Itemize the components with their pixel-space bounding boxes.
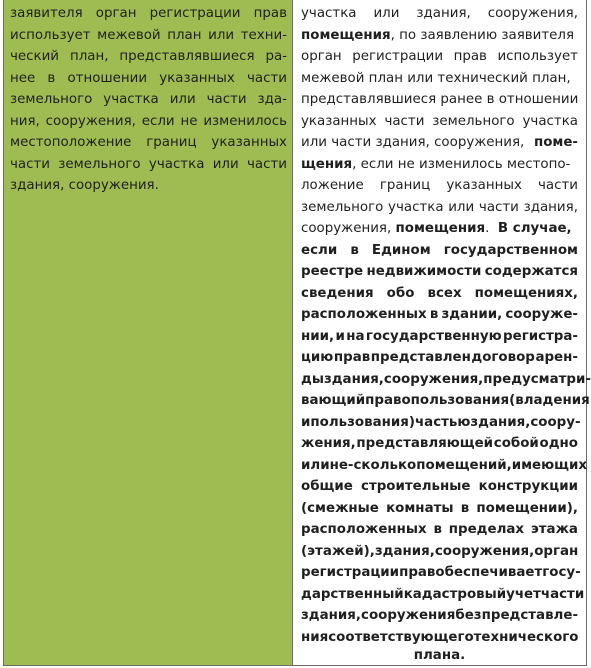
highlight-text: помещения (301, 27, 391, 43)
word: земельного (301, 199, 384, 215)
word: (смежные (301, 500, 379, 516)
word: здания, (323, 371, 384, 387)
word: сооружения, (434, 543, 535, 559)
word: участка (522, 113, 578, 129)
word: договор (471, 350, 535, 365)
word: сооружения, (487, 6, 578, 21)
word: указанных (211, 135, 287, 150)
word: расположенных (301, 522, 427, 537)
word: и (335, 328, 345, 344)
word: участка (148, 156, 205, 172)
highlight-text: помещения (395, 221, 486, 236)
word: (этажей), (301, 543, 375, 559)
word: частью (414, 414, 471, 430)
word: в (460, 500, 470, 516)
right-line: межевой план или технический план, (301, 70, 571, 86)
left-column-cell (4, 0, 293, 665)
right-line (301, 197, 578, 219)
word: регистра- (503, 328, 578, 344)
word: обо (386, 285, 415, 301)
word: сооружения, (383, 371, 484, 387)
word: регистрации (149, 6, 241, 21)
right-line-bold (301, 584, 585, 606)
word: представляющей (356, 436, 494, 451)
word: помещений, (416, 457, 512, 473)
word: не (180, 113, 198, 129)
word: зда- (257, 92, 287, 107)
right-line-bold (301, 412, 581, 434)
word: строительные (361, 479, 471, 494)
word: ды (301, 371, 324, 387)
word: указанных (446, 178, 522, 193)
word: ложение (301, 178, 364, 193)
word: этажа (530, 522, 578, 537)
right-line-bold (301, 562, 581, 584)
word: или (212, 156, 239, 172)
word: содержатся (484, 264, 578, 279)
word: одно (539, 436, 578, 451)
word: орган (534, 543, 579, 559)
highlight-text: поме- (533, 135, 578, 150)
right-line-bold (301, 347, 578, 369)
word: право (365, 393, 411, 408)
word: ния (301, 629, 329, 645)
word: отношении (67, 70, 148, 86)
word: части (206, 92, 247, 107)
word: собой (493, 436, 539, 451)
word: жения, (301, 436, 356, 451)
word: здания, (374, 543, 435, 559)
word: регистрации (301, 565, 400, 580)
word: орган (95, 6, 137, 21)
right-line-bold (301, 369, 591, 391)
left-line (10, 89, 287, 111)
word: прав (253, 6, 287, 21)
word: участка (388, 199, 444, 215)
left-line (10, 25, 287, 47)
word: в (429, 307, 439, 322)
word: реестре (301, 264, 364, 279)
highlight-text: В случае, (497, 221, 572, 236)
word: границ (146, 135, 197, 150)
right-line-bold (301, 519, 578, 541)
word: указанных (159, 70, 235, 86)
word: части (540, 586, 585, 602)
word: помещениях, (474, 285, 578, 301)
word: государственном (443, 242, 578, 258)
word: сооруже- (505, 307, 578, 322)
word: в (350, 242, 359, 258)
word: и (301, 414, 311, 430)
left-line (10, 3, 287, 25)
word: прав (453, 49, 487, 64)
word: помещении), (476, 500, 578, 516)
word: здания, (523, 199, 578, 215)
right-line (301, 25, 578, 47)
highlight-text: щения (301, 156, 353, 172)
word: нии, (301, 328, 335, 344)
right-line-bold (301, 240, 578, 262)
word: межевой (97, 27, 161, 43)
right-line-bold (301, 304, 578, 326)
word: арен- (535, 350, 578, 365)
right-line-bold (301, 498, 578, 520)
word: прав (333, 350, 371, 365)
word: местоположение (10, 135, 132, 150)
word: представлявшиеся (119, 49, 255, 64)
right-line-text: сооружения, (301, 221, 392, 236)
word: прав (399, 565, 436, 580)
right-line-text: , если не изменилось местопо- (352, 156, 571, 172)
left-line (10, 132, 287, 154)
right-line-bold (301, 541, 578, 563)
right-line (301, 218, 578, 240)
word: общие (301, 479, 353, 494)
word: или (373, 6, 400, 21)
word: сведения (301, 285, 374, 301)
word: на (346, 328, 365, 344)
word: участка (103, 92, 159, 107)
word: здании, (441, 307, 503, 322)
right-line-bold (301, 433, 578, 455)
left-line (10, 154, 287, 176)
word: (владения (509, 393, 590, 408)
word: ра- (265, 49, 287, 64)
word: план (167, 27, 202, 43)
word: участка (301, 6, 357, 21)
word: план, (69, 49, 109, 64)
word: здания, (301, 608, 361, 623)
word: орган (301, 49, 342, 64)
word: без (455, 608, 482, 623)
word: части (538, 178, 578, 193)
word: цию (301, 350, 334, 365)
word: если (301, 242, 338, 258)
right-line-text: , по заявлению заявителя (390, 27, 575, 43)
left-line: здания, сооружения. (10, 178, 159, 193)
word: использует (10, 27, 91, 43)
word: или (208, 27, 235, 43)
word: государственную (365, 328, 502, 344)
word: части (384, 113, 425, 129)
word: расположенных (301, 307, 427, 322)
word: части (246, 156, 287, 172)
word: ческий (10, 49, 60, 64)
word: части (246, 70, 287, 86)
word: если (141, 113, 175, 129)
right-line-bold (301, 476, 578, 498)
word: сооружения (361, 608, 456, 623)
right-line: представлявшиеся ранее в отношении (301, 92, 579, 107)
word: не-сколько (329, 457, 417, 473)
word: всех (427, 285, 462, 301)
right-line (301, 175, 578, 197)
word: техни- (240, 27, 287, 43)
word: здания, (416, 6, 471, 21)
word: представле- (481, 608, 578, 623)
right-line-bold (301, 283, 578, 305)
word: или (448, 199, 475, 215)
word: части (478, 199, 519, 215)
word: обеспечивает (435, 565, 543, 580)
right-column-cell (293, 0, 591, 665)
comparison-table (3, 0, 591, 666)
word: в (433, 522, 442, 537)
word: указанных (301, 113, 377, 129)
word: госу- (542, 565, 581, 580)
word: изменилось (203, 113, 287, 129)
right-line (301, 132, 578, 154)
word: представлен (370, 350, 471, 365)
word: конструкции (478, 479, 578, 494)
word: предусматри- (483, 371, 591, 387)
right-line-bold (301, 261, 578, 283)
word: или (169, 92, 196, 107)
word: кадастровый (403, 586, 507, 602)
left-line (10, 46, 287, 68)
word: дарственный (301, 586, 404, 602)
word: учет (506, 586, 541, 602)
right-line-bold (301, 605, 578, 627)
word: здания, (470, 414, 531, 430)
word: сооружения, (45, 113, 136, 129)
word: вающий (301, 393, 366, 408)
word: заявителя (10, 6, 83, 21)
word: нее (10, 70, 36, 86)
right-line-text: . (485, 221, 490, 236)
word: соответствующего (328, 629, 474, 645)
right-line-bold (301, 390, 590, 412)
word: или (301, 457, 330, 473)
word: границ (379, 178, 431, 193)
word: ния, (10, 113, 40, 129)
right-line-bold (301, 326, 578, 348)
word: земельного (10, 92, 93, 107)
word: пользования (410, 393, 510, 408)
word: соору- (530, 414, 581, 430)
left-line (10, 68, 287, 90)
word: недвижимости (366, 264, 482, 279)
word: комнаты (386, 500, 454, 516)
right-line-bold: плана. (413, 648, 466, 663)
right-line (301, 154, 578, 176)
right-line (301, 46, 578, 68)
left-line (10, 111, 287, 133)
right-line (301, 3, 578, 25)
word: регистрации (352, 49, 444, 64)
right-line (301, 111, 578, 133)
right-line-text: или части здания, сооружения, (301, 135, 525, 150)
word: использует (497, 49, 578, 64)
word: пределах (448, 522, 525, 537)
word: Едином (371, 242, 431, 258)
word: в (47, 70, 56, 86)
word: части (10, 156, 50, 172)
word: имеющих (511, 457, 587, 473)
right-line-bold (301, 455, 587, 477)
word: технического (473, 629, 579, 645)
word: земельного (58, 156, 141, 172)
word: пользования) (310, 414, 415, 430)
word: земельного (432, 113, 515, 129)
